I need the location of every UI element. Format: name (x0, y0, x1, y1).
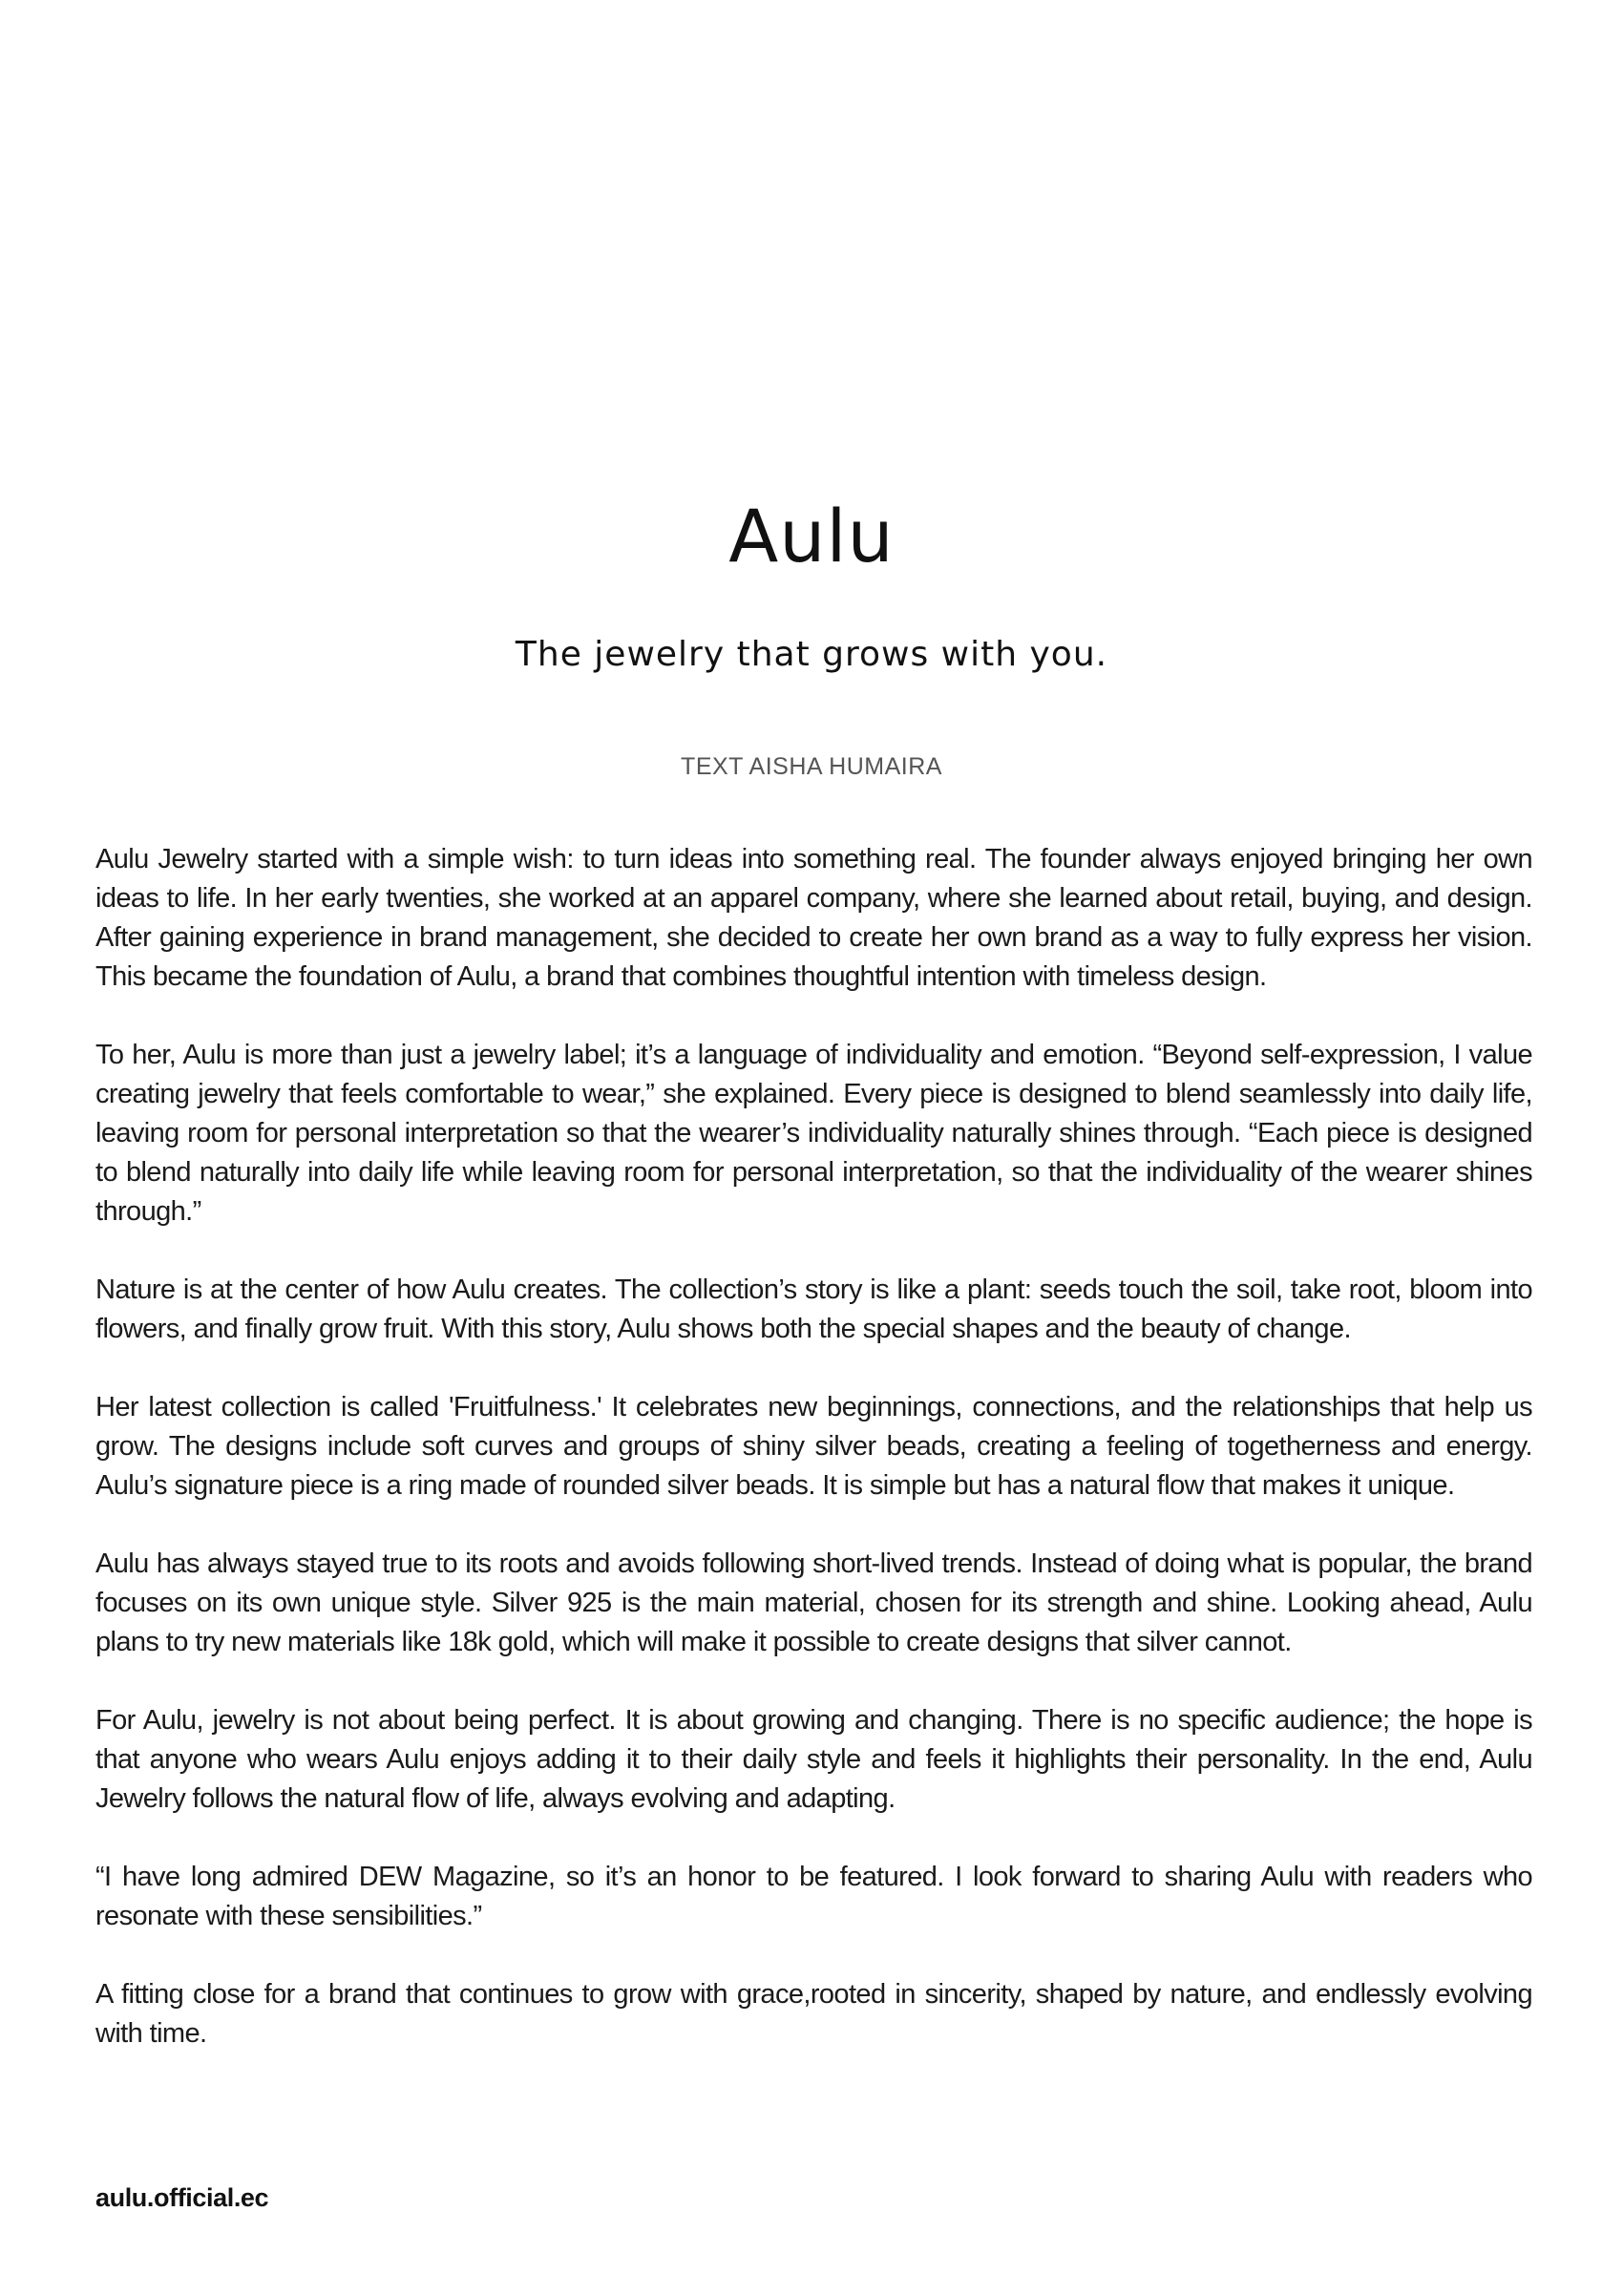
paragraph-philosophy: For Aulu, jewelry is not about being perfect. It is about growing and changing. There is no specific audience; the hope is that anyone who wears Aulu enjoys adding it to their daily style and feels it highlights their personality. In the end, Aulu Jewelry follows the natural flow of life, always evolving and adapting. (95, 1705, 1532, 1814)
article-subtitle: The jewelry that grows with you. (515, 635, 1108, 674)
paragraph-quote: “I have long admired DEW Magazine, so it’s an honor to be featured. I look forward to sharing Aulu with readers who resonate with these sensibilities.” (95, 1862, 1532, 1931)
paragraph-individuality: To her, Aulu is more than just a jewelry label; it’s a language of individuality and emotion. “Beyond self-expression, I value creating jewelry that feels comfortable to wear,” she explained. Every piece is designed to blend seamlessly into daily life, leaving room for personal interpretation so that the wearer’s individuality naturally shines through. “Each piece is designed to blend naturally into daily life while leaving room for personal interpretation, so that the individuality of the wearer shines through.” (95, 1040, 1532, 1227)
article-title: Aulu (728, 494, 895, 579)
paragraph-materials: Aulu has always stayed true to its roots and avoids following short-lived trends. Instead of doing what is popular, the brand focuses on its own unique style. Silver 925 is the main material, chosen for its strength and shine. Looking ahead, Aulu plans to try new materials like 18k gold, which will make it possible to create designs that silver cannot. (95, 1548, 1532, 1657)
paragraph-nature: Nature is at the center of how Aulu creates. The collection’s story is like a plant: seeds touch the soil, take root, bloom into flowers, and finally grow fruit. With this story, Aulu shows both the special shapes and the beauty of change. (95, 1274, 1532, 1344)
author-byline: TEXT AISHA HUMAIRA (681, 753, 942, 780)
social-handle: aulu.official.ec (95, 2183, 269, 2212)
paragraph-collection: Her latest collection is called 'Fruitfulness.' It celebrates new beginnings, connections, and the relationships that help us grow. The designs include soft curves and groups of shiny silver beads, creating a feeling of togetherness and energy. Aulu’s signature piece is a ring made of rounded silver beads. It is simple but has a natural flow that makes it unique. (95, 1392, 1532, 1501)
paragraph-origin: Aulu Jewelry started with a simple wish: to turn ideas into something real. The founder always enjoyed bringing her own ideas to life. In her early twenties, she worked at an apparel company, where she learned about retail, buying, and design. After gaining experience in brand management, she decided to create her own brand as a way to fully express her vision. This became the foundation of Aulu, a brand that combines thoughtful intention with timeless design. (95, 844, 1532, 992)
article-body (95, 840, 1532, 2093)
paragraph-closing: A fitting close for a brand that continues to grow with grace,rooted in sincerity, shaped by nature, and endlessly evolving with time. (95, 1979, 1532, 2049)
